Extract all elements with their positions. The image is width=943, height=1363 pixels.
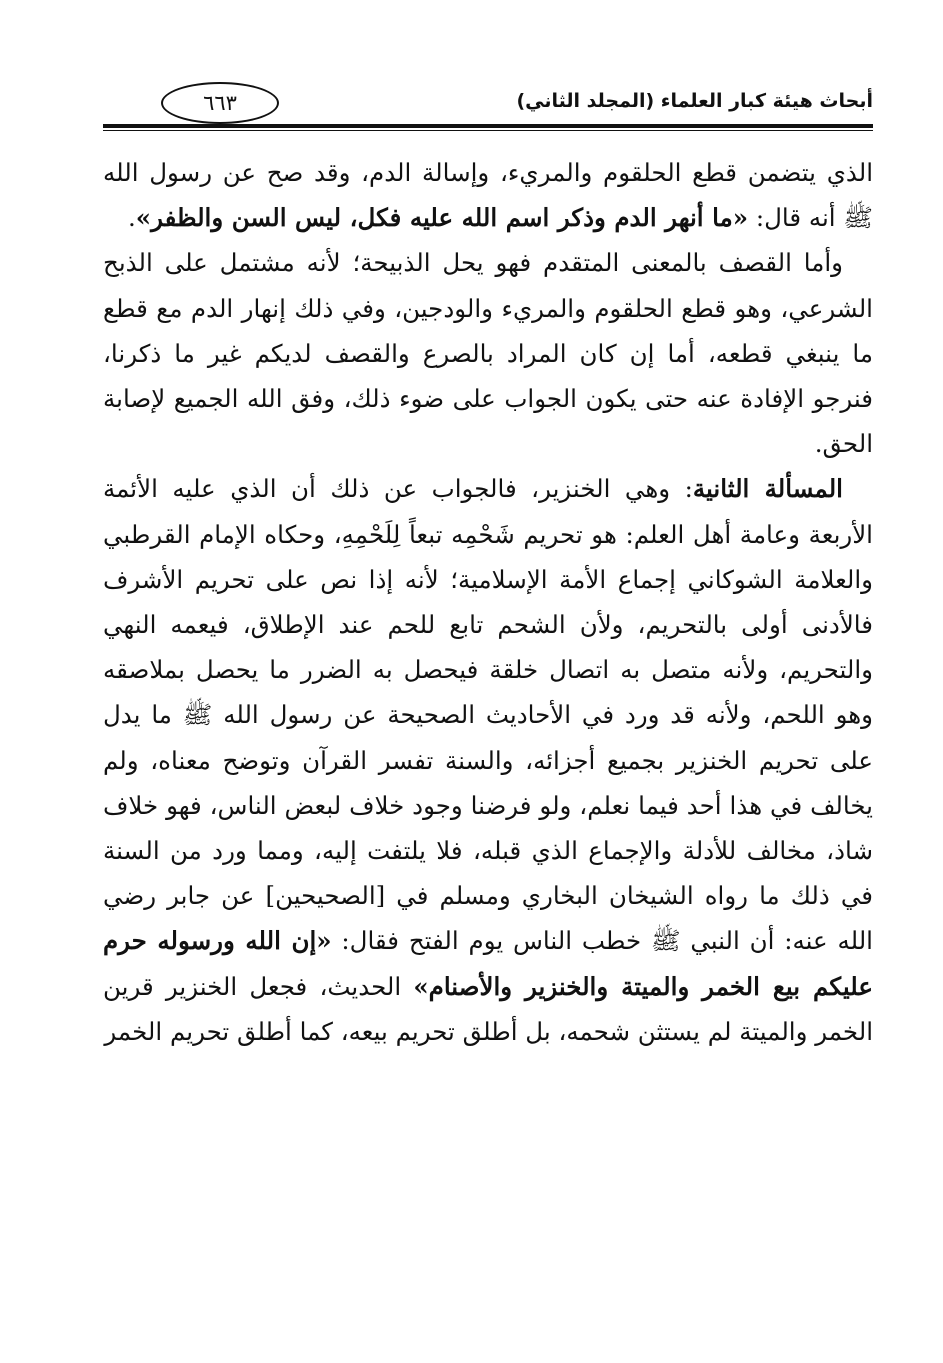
paragraph bbox=[103, 240, 873, 466]
bold-text-segment: المسألة الثانية bbox=[692, 474, 843, 504]
paragraph bbox=[103, 150, 873, 240]
page-number-oval bbox=[161, 82, 279, 124]
text-segment: وأما القصف بالمعنى المتقدم فهو يحل الذبيحة؛ لأنه مشتمل على الذبح الشرعي، وهو قطع الحلقوم والمريء والودجين، وفي ذلك إنهار الدم مع قطع ما ينبغي قطعه، أما إن كان المراد بالصرع والقصف لديكم غير ما ذكرنا، فنرجو الإفادة عنه حتى يكون الجواب على ضوء ذلك، وفق الله الجميع لإصابة الحق. bbox=[103, 248, 873, 459]
bold-text-segment: «إن الله ورسوله حرم عليكم بيع الخمر والميتة والخنزير والأصنام» bbox=[103, 926, 873, 1001]
text-segment: الذي يتضمن قطع الحلقوم والمريء، وإسالة الدم، وقد صح عن رسول الله ﷺ أنه قال: bbox=[103, 158, 873, 233]
header-rule-thin bbox=[103, 130, 873, 131]
text-segment: الحديث، فجعل الخنزير قرين الخمر والميتة لم يستثن شحمه، بل أطلق تحريم بيعه، كما أطلق تحريم الخمر bbox=[103, 971, 873, 1046]
page-header bbox=[103, 82, 873, 126]
running-title: أبحاث هيئة كبار العلماء (المجلد الثاني) bbox=[516, 90, 873, 112]
bold-text-segment: «ما أنهر الدم وذكر اسم الله عليه فكل، ليس السن والظفر» bbox=[135, 203, 749, 233]
body-text bbox=[103, 150, 873, 1054]
page-number: ٦٦٣ bbox=[203, 91, 237, 115]
text-segment: . bbox=[127, 203, 136, 233]
header-rule-thick bbox=[103, 124, 873, 128]
paragraph bbox=[103, 466, 873, 1054]
text-segment: : وهي الخنزير، فالجواب عن ذلك أن الذي عليه الأئمة الأربعة وعامة أهل العلم: هو تحريم شَحْمِه تبعاً لِلَحْمِهِ، وحكاه الإمام القرطبي والعلامة الشوكاني إجماع الأمة الإسلامية؛ لأنه إذا نص على تحريم الأشرف فالأدنى أولى بالتحريم، ولأن الشحم تابع للحم عند الإطلاق، فيعمه النهي والتحريم، ولأنه متصل به اتصال خلقة فيحصل به الضرر ما يحصل بملاصقه وهو اللحم، ولأنه قد ورد في الأحاديث الصحيحة عن رسول الله ﷺ ما يدل على تحريم الخنزير بجميع أجزائه، والسنة تفسر القرآن وتوضح معناه، ولم يخالف في هذا أحد فيما نعلم، ولو فرضنا وجود خلاف لبعض الناس، فهو خلاف شاذ، مخالف للأدلة والإجماع الذي قبله، فلا يلتفت إليه، ومما ورد من السنة في ذلك ما رواه الشيخان البخاري ومسلم في [الصحيحين] عن جابر رضي الله عنه: أن النبي ﷺ خطب الناس يوم الفتح فقال: bbox=[103, 474, 873, 956]
